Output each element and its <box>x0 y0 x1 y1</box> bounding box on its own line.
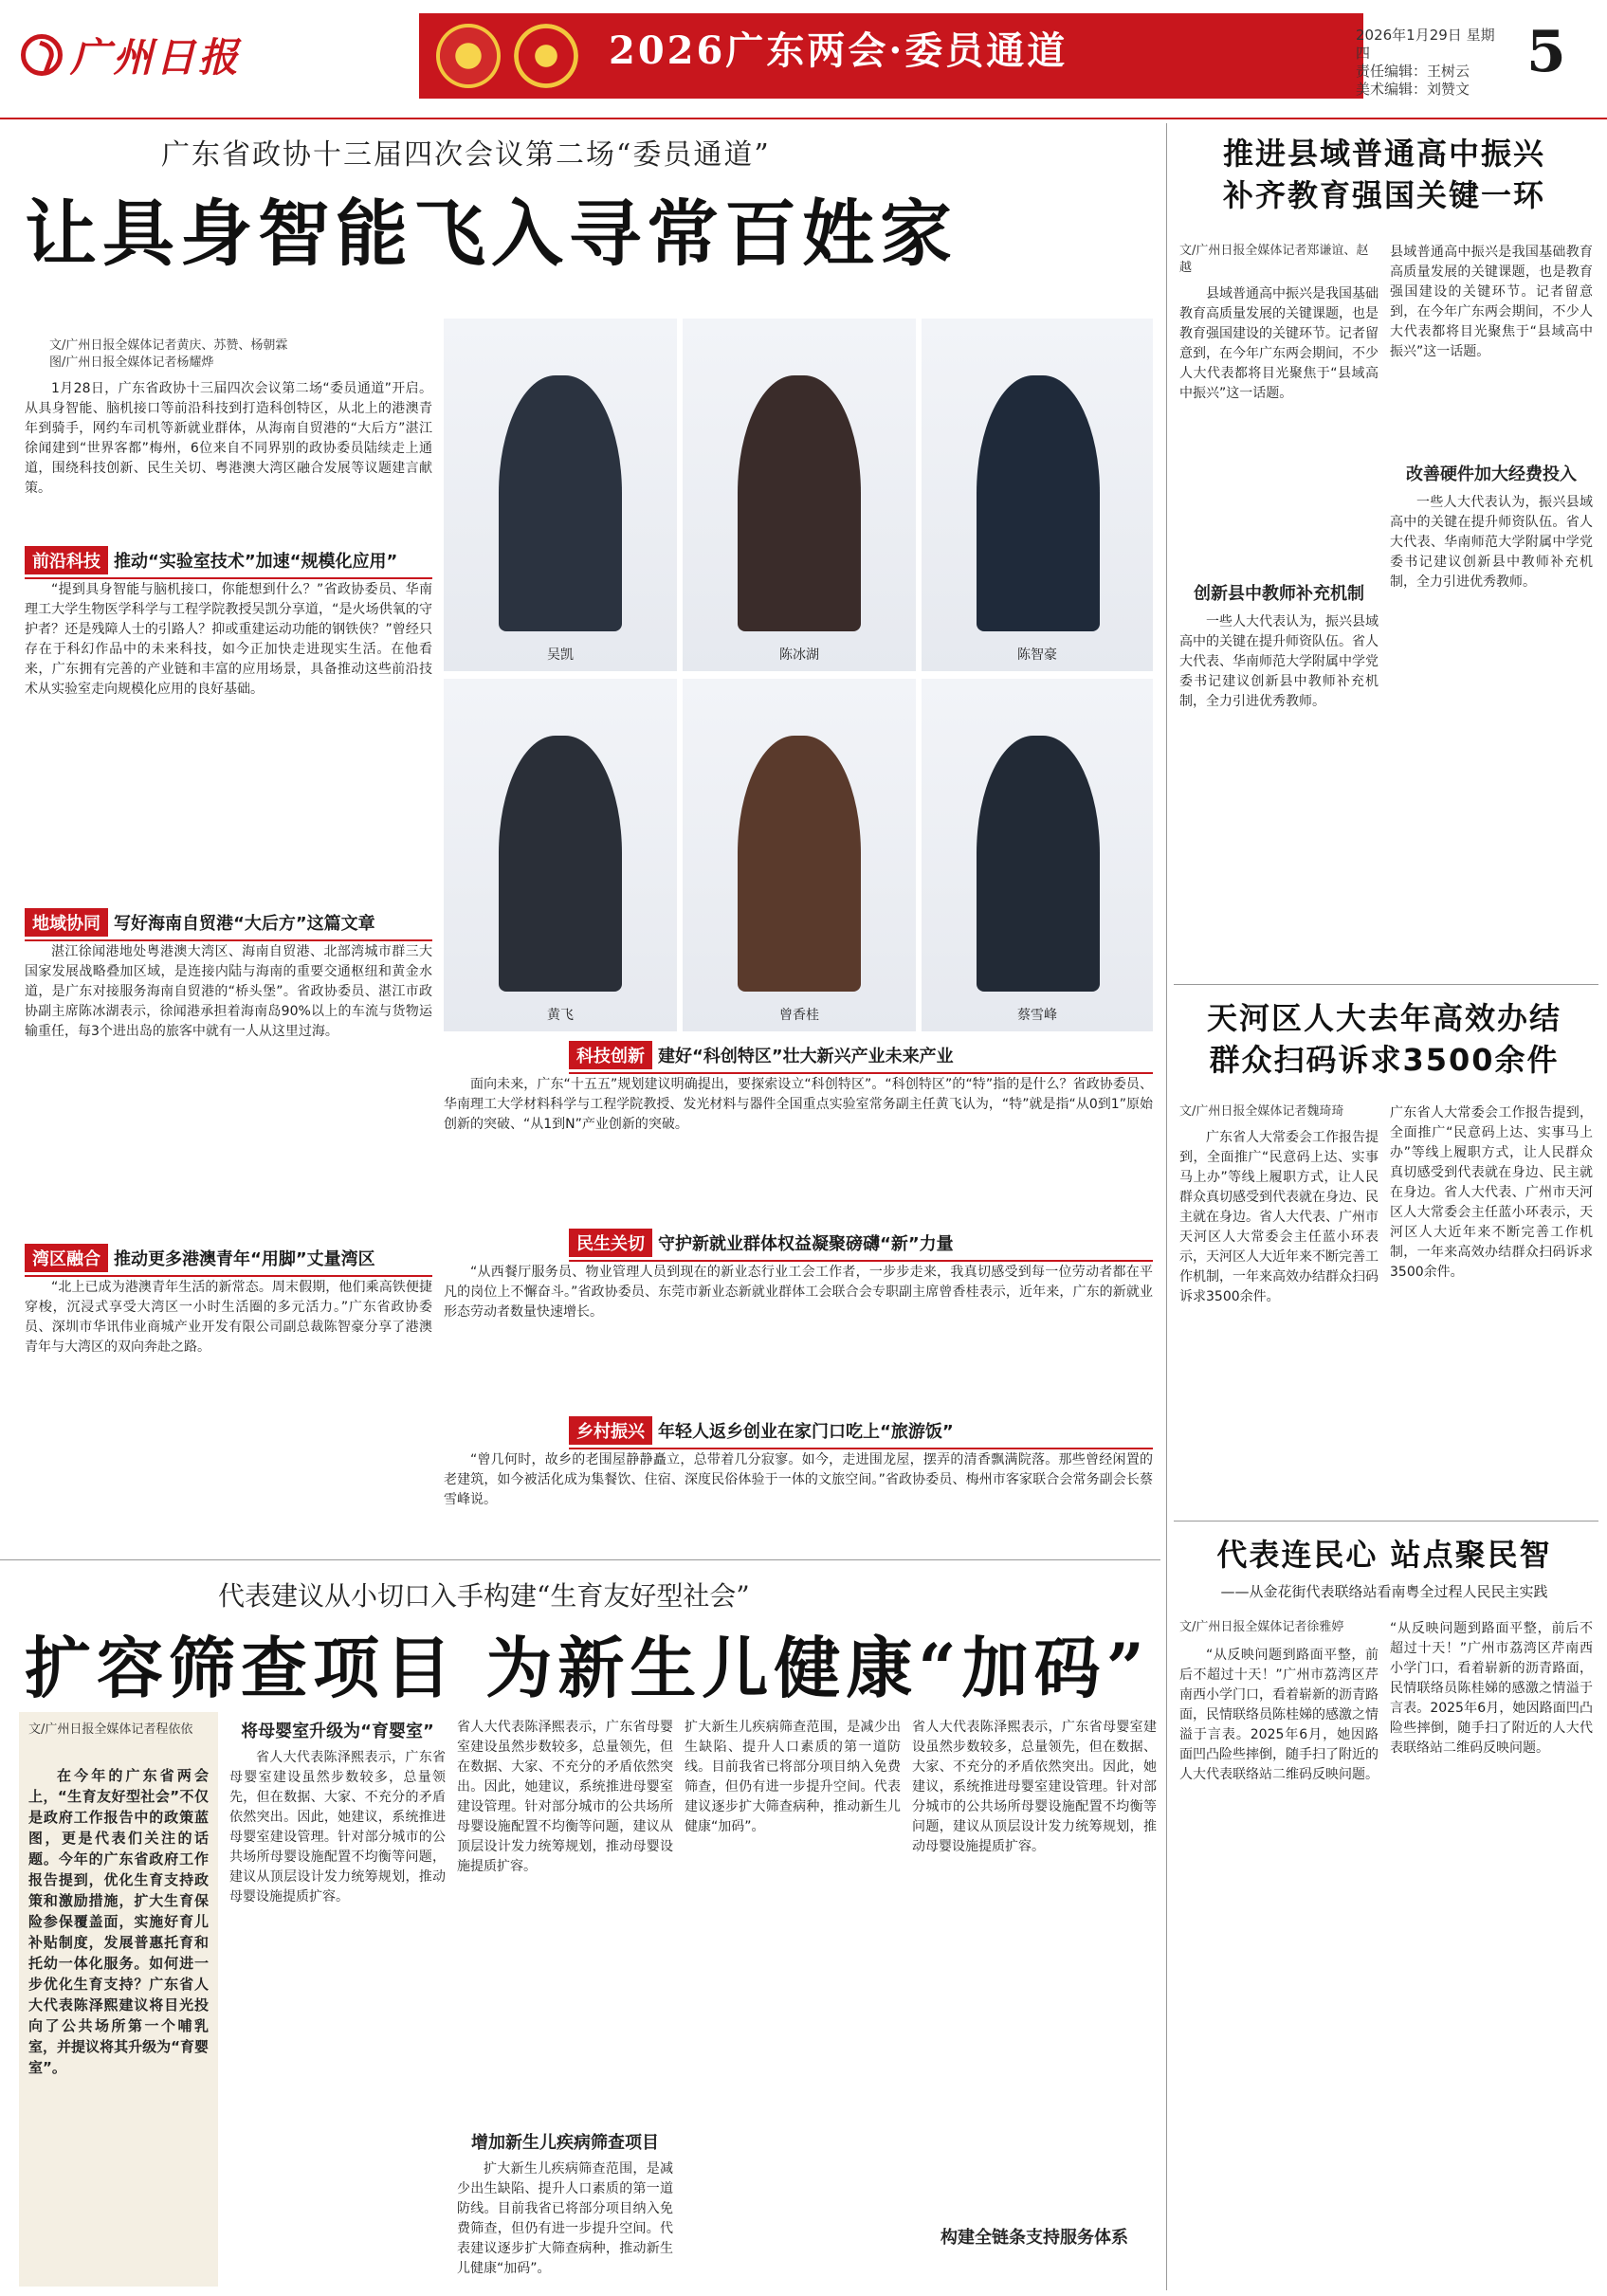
logo-mark-icon <box>21 34 63 76</box>
right-bottom-body: “从反映问题到路面平整，前后不超过十天！”广州市荔湾区芹南西小学门口，看着崭新的沥青路面，民情联络员陈桂娣的感激之情溢于言表。2025年6月，她因路面凹凸险些摔倒，随手扫了附近的人大代表联络站二维码反映问题。 <box>1179 1648 1379 1782</box>
bottom-body-col2b: 扩大新生儿疾病筛查范围，是减少出生缺陷、提升人口素质的第一道防线。目前我省已将部分项目纳入免费筛查，但仍有进一步提升空间。代表建议逐步扩大筛查病种，推动新生儿健康“加码”。 <box>457 2161 673 2276</box>
issue-date: 2026年1月29日 星期四 <box>1356 27 1495 62</box>
portrait-grid <box>444 319 1153 1031</box>
section-body: “提到具身智能与脑机接口，你能想到什么？”省政协委员、华南理工大学生物医学科学与工程学院教授吴凯分享道，“是火场供氧的守护者？还是残障人士的引路人？抑或重建运动功能的钢铁侠？”曾经只存在于科幻作品中的未来科技，如今正加快走进现实生活。在他看来，广东拥有完善的产业链和丰富的应用场景，具备推动这些前沿技术从实验室走向规模化应用的良好基础。 <box>25 582 432 697</box>
section-tag: 民生关切 <box>569 1229 652 1257</box>
summary-box <box>19 1712 218 2287</box>
section-heading <box>25 546 432 579</box>
right-bottom-body-col2: “从反映问题到路面平整，前后不超过十天！”广州市荔湾区芹南西小学门口，看着崭新的沥青路面，民情联络员陈桂娣的感激之情溢于言表。2025年6月，她因路面凹凸险些摔倒，随手扫了附近的人大代表联络站二维码反映问题。 <box>1390 1621 1593 1756</box>
right-top-subhead: 创新县中教师补充机制 <box>1194 584 1364 604</box>
portrait-name: 曾香桂 <box>779 1008 819 1023</box>
banner-main-title: 2026广东两会 <box>609 28 889 73</box>
section-heading <box>25 1244 432 1277</box>
bottom-subhead: 增加新生儿疾病筛查项目 <box>471 2133 659 2153</box>
right-top-body: 县域普通高中振兴是我国基础教育高质量发展的关键课题，也是教育强国建设的关键环节。记者留意到，在今年广东两会期间，不少人大代表都将目光聚焦于“县域高中振兴”这一话题。 <box>1179 286 1379 401</box>
bottom-subhead: 将母婴室升级为“育婴室” <box>241 1722 434 1741</box>
main-byline-text: 文/广州日报全媒体记者黄庆、苏赞、杨朝霖 <box>49 338 288 353</box>
section-banner <box>419 13 1363 99</box>
person-silhouette <box>499 375 622 631</box>
section-heading <box>569 1041 1153 1074</box>
right-divider <box>1174 984 1598 985</box>
portrait-photo <box>444 319 677 671</box>
portrait-name: 吴凯 <box>547 647 574 663</box>
portrait-photo <box>683 679 916 1031</box>
section-body: “北上已成为港澳青年生活的新常态。周末假期，他们乘高铁便捷穿梭，沉浸式享受大湾区一小时生活圈的多元活力。”广东省政协委员、深圳市华讯伟业商城产业开发有限公司副总裁陈智豪分享了港澳青年与大湾区的双向奔赴之路。 <box>25 1280 432 1355</box>
right-mid-headline-line2: 群众扫码诉求3500余件 <box>1209 1042 1560 1078</box>
bottom-summary: 在今年的广东省两会上，“生育友好型社会”不仅是政府工作报告中的政策蓝图，更是代表们关注的话题。今年的广东省政府工作报告提到，优化生育支持政策和激励措施，扩大生育保险参保覆盖面，实施好育儿补贴制度，发展普惠托育和托幼一体化服务。如何进一步优化生育支持？广东省人大代表陈泽熙建议将目光投向了公共场所第一个哺乳室，并提议将其升级为“育婴室”。 <box>28 1767 209 2076</box>
section-heading <box>569 1416 1153 1449</box>
right-top-headline-line2: 补齐教育强国关键一环 <box>1222 177 1545 213</box>
portrait-name: 蔡雪峰 <box>1017 1008 1057 1023</box>
right-mid-body: 广东省人大常委会工作报告提到，全面推广“民意码上达、实事马上办”等线上履职方式，让人民群众真切感受到代表就在身边、民主就在身边。省人大代表、广州市天河区人大常委会主任蓝小环表示，天河区人大近年来不断完善工作机制，一年来高效办结群众扫码诉求3500余件。 <box>1179 1130 1379 1304</box>
main-photo-credit: 图/广州日报全媒体记者杨耀烨 <box>49 355 214 370</box>
paper-name: 广州日报 <box>70 34 242 81</box>
portrait-photo <box>922 679 1153 1031</box>
page-number: 5 <box>1526 19 1566 85</box>
right-bottom-subtitle: ——从金花街代表联络站看南粤全过程人民民主实践 <box>1220 1583 1548 1600</box>
right-top-headline-line1: 推进县域普通高中振兴 <box>1222 136 1545 172</box>
cppcc-emblem-icon <box>514 24 578 88</box>
bottom-body-col3: 扩大新生儿疾病筛查范围，是减少出生缺陷、提升人口素质的第一道防线。目前我省已将部分项目纳入免费筛查，但仍有进一步提升空间。代表建议逐步扩大筛查病种，推动新生儿健康“加码”。 <box>685 1720 901 1834</box>
banner-subtitle: ·委员通道 <box>888 28 1068 73</box>
right-divider <box>1174 1521 1598 1522</box>
bottom-body-col1: 省人大代表陈泽熙表示，广东省母婴室建设虽然步数较多，总量领先，但在数据、大家、不充分的矛盾依然突出。因此，她建议，系统推进母婴室建设管理。针对部分城市的公共场所母婴设施配置不均衡等问题，建议从顶层设计发力统筹规划，推动母婴设施提质扩容。 <box>229 1750 446 1904</box>
person-silhouette <box>738 375 861 631</box>
bottom-byline: 文/广州日报全媒体记者程依依 <box>28 1722 193 1737</box>
portrait-photo <box>922 319 1153 671</box>
section-title: 年轻人返乡创业在家门口吃上“旅游饭” <box>658 1422 954 1442</box>
portrait-name: 陈智豪 <box>1017 647 1057 663</box>
right-bottom-byline: 文/广州日报全媒体记者徐雅婷 <box>1179 1620 1344 1634</box>
responsible-editor: 责任编辑：王树云 <box>1356 63 1470 80</box>
section-heading <box>569 1229 1153 1262</box>
section-body: “曾几何时，故乡的老围屋静静矗立，总带着几分寂寥。如今，走进围龙屋，摆弄的清香飘满院落。那些曾经闲置的老建筑，如今被活化成为集餐饮、住宿、深度民俗体验于一体的文旅空间。”省政协委员、梅州市客家联合会常务副会长蔡雪峰说。 <box>444 1452 1153 1507</box>
bottom-body-col2: 省人大代表陈泽熙表示，广东省母婴室建设虽然步数较多，总量领先，但在数据、大家、不充分的矛盾依然突出。因此，她建议，系统推进母婴室建设管理。针对部分城市的公共场所母婴设施配置不均衡等问题，建议从顶层设计发力统筹规划，推动母婴设施提质扩容。 <box>457 1720 673 1874</box>
section-title: 建好“科创特区”壮大新兴产业未来产业 <box>658 1047 954 1066</box>
section-body: “从西餐厅服务员、物业管理人员到现在的新业态行业工会工作者，一步步走来，我真切感受到每一位劳动者都在平凡的岗位上不懈奋斗。”省政协委员、东莞市新业态新就业群体工会联合会专职副主席曾香桂表示，近年来，广东的新就业形态劳动者数量快速增长。 <box>444 1265 1153 1320</box>
bottom-subhead: 构建全链条支持服务体系 <box>940 2228 1128 2248</box>
bottom-body-col4: 省人大代表陈泽熙表示，广东省母婴室建设虽然步数较多，总量领先，但在数据、大家、不充分的矛盾依然突出。因此，她建议，系统推进母婴室建设管理。针对部分城市的公共场所母婴设施配置不均衡等问题，建议从顶层设计发力统筹规划，推动母婴设施提质扩容。 <box>912 1720 1157 1854</box>
newspaper-logo <box>21 27 241 83</box>
main-kicker: 广东省政协十三届四次会议第二场“委员通道” <box>161 138 771 172</box>
main-headline: 让具身智能飞入寻常百姓家 <box>25 191 958 276</box>
section-tag: 前沿科技 <box>25 546 108 574</box>
bottom-headline: 扩容筛查项目 为新生儿健康“加码” <box>25 1629 1150 1707</box>
section-title: 推动“实验室技术”加速“规模化应用” <box>114 552 398 572</box>
main-byline <box>49 337 362 372</box>
section-heading <box>25 908 432 941</box>
section-body: 湛江徐闻港地处粤港澳大湾区、海南自贸港、北部湾城市群三大国家发展战略叠加区域，是连接内陆与海南的重要交通枢纽和黄金水道，是广东对接服务海南自贸港的“桥头堡”。省政协委员、湛江市政协副主席陈冰湖表示，徐闻港承担着海南岛90%以上的车流与货物运输重任，每3个进出岛的旅客中就有一人从这里过海。 <box>25 944 432 1039</box>
portrait-photo <box>444 679 677 1031</box>
column-divider <box>1166 123 1167 2290</box>
section-divider <box>0 1559 1160 1560</box>
right-mid-body-col2: 广东省人大常委会工作报告提到，全面推广“民意码上达、实事马上办”等线上履职方式，让人民群众真切感受到代表就在身边、民主就在身边。省人大代表、广州市天河区人大常委会主任蓝小环表示，天河区人大近年来不断完善工作机制，一年来高效办结群众扫码诉求3500余件。 <box>1390 1105 1593 1280</box>
section-body: 面向未来，广东“十五五”规划建议明确提出，要探索设立“科创特区”。“科创特区”的“特”指的是什么？省政协委员、华南理工大学材料科学与工程学院教授、发光材料与器件全国重点实验室常务副主任黄飞认为，“特”就是指“从0到1”原始创新的突破、“从1到N”产业创新的突破。 <box>444 1077 1153 1132</box>
main-lead: 1月28日，广东省政协十三届四次会议第二场“委员通道”开启。从具身智能、脑机接口等前沿科技到打造科创特区，从北上的港澳青年到骑手，网约车司机等新就业群体，从海南自贸港的“大后方”湛江徐闻建到“世界客都”梅州，6位来自不同界别的政协委员陆续走上通道，围绕科技创新、民生关切、粤港澳大湾区融合发展等议题建言献策。 <box>25 381 432 496</box>
right-mid-headline-line1: 天河区人大去年高效办结 <box>1206 1000 1561 1036</box>
dateline <box>1356 27 1507 99</box>
person-silhouette <box>977 375 1100 631</box>
bottom-kicker: 代表建议从小切口入手构建“生育友好型社会” <box>218 1580 750 1612</box>
art-editor: 美术编辑：刘赞文 <box>1356 81 1470 98</box>
person-silhouette <box>977 736 1100 992</box>
national-emblem-icon <box>436 24 501 88</box>
person-silhouette <box>499 736 622 992</box>
right-mid-byline: 文/广州日报全媒体记者魏琦琦 <box>1179 1104 1344 1119</box>
person-silhouette <box>738 736 861 992</box>
right-bottom-headline: 代表连民心 站点聚民智 <box>1216 1537 1552 1573</box>
section-tag: 地域协同 <box>25 908 108 937</box>
right-top-body-col2: 县域普通高中振兴是我国基础教育高质量发展的关键课题，也是教育强国建设的关键环节。记者留意到，在今年广东两会期间，不少人大代表都将目光聚焦于“县域高中振兴”这一话题。 <box>1390 245 1593 359</box>
section-tag: 乡村振兴 <box>569 1416 652 1445</box>
section-title: 推动更多港澳青年“用脚”丈量湾区 <box>114 1249 375 1269</box>
right-mid-headline <box>1176 997 1593 1081</box>
section-title: 守护新就业群体权益凝聚磅礴“新”力量 <box>658 1234 954 1254</box>
right-top-body-2: 一些人大代表认为，振兴县域高中的关键在提升师资队伍。省人大代表、华南师范大学附属中学党委书记建议创新县中教师补充机制，全力引进优秀教师。 <box>1179 614 1379 709</box>
right-top-byline: 文/广州日报全媒体记者郑谦谊、赵越 <box>1179 244 1369 275</box>
right-top-headline <box>1176 133 1593 216</box>
portrait-name: 黄飞 <box>547 1008 574 1023</box>
right-top-body-col2b: 一些人大代表认为，振兴县域高中的关键在提升师资队伍。省人大代表、华南师范大学附属中学党委书记建议创新县中教师补充机制，全力引进优秀教师。 <box>1390 495 1593 590</box>
masthead <box>0 0 1607 119</box>
right-top-subhead: 改善硬件加大经费投入 <box>1406 465 1577 484</box>
portrait-photo <box>683 319 916 671</box>
section-tag: 科技创新 <box>569 1041 652 1069</box>
banner-title <box>609 21 1068 75</box>
section-title: 写好海南自贸港“大后方”这篇文章 <box>114 914 375 934</box>
portrait-name: 陈冰湖 <box>779 647 819 663</box>
section-tag: 湾区融合 <box>25 1244 108 1272</box>
masthead-rule <box>0 118 1607 119</box>
